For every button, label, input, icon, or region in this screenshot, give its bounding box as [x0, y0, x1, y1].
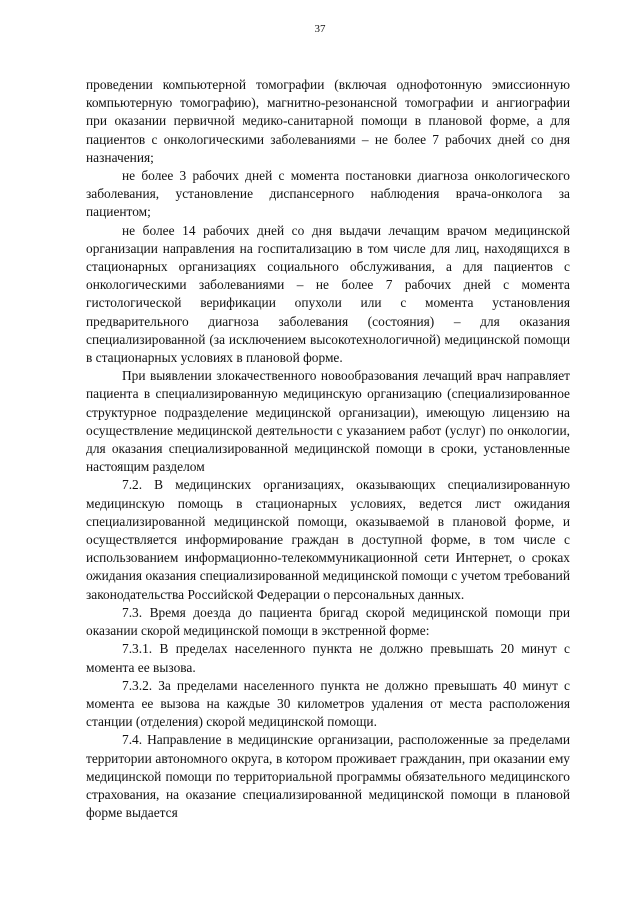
page-number: 37 — [314, 23, 326, 35]
paragraph-section-7-3: 7.3. Время доезда до пациента бригад скорой медицинской помощи при оказании скорой медицинской помощи в экстренной форме: — [86, 604, 570, 639]
paragraph-hospitalization-terms: не более 14 рабочих дней со дня выдачи лечащим врачом медицинской организации направления на госпитализацию в том числе для лиц, находящихся в стационарных организациях социального обслуживания, а для пациентов с онкологическими заболеваниями – не более 7 рабочих дней с момента гистологической верификации опухоли или с момента установления предварительного диагноза заболевания (состояния) – для оказания специализированной (за исключением высокотехнологичной) медицинской помощи в стационарных условиях в плановой форме. — [86, 222, 570, 366]
paragraph-section-7-4: 7.4. Направление в медицинские организации, расположенные за пределами территории автономного округа, в котором проживает гражданин, при оказании ему медицинской помощи по территориальной программы обязательного медицинского страхования, на оказание специализированной медицинской помощи в плановой форме выдается — [86, 732, 570, 821]
paragraph-ct-mri-waiting: проведении компьютерной томографии (включая однофотонную эмиссионную компьютерную томографию), магнитно-резонансной томографии и ангиографии при оказании первичной медико-санитарной помощи в плановой форме, а для пациентов с онкологическими заболеваниями – не более 7 рабочих дней со дня назначения; — [86, 77, 570, 165]
paragraph-section-7-3-1: 7.3.1. В пределах населенного пункта не должно превышать 20 минут с момента ее вызова. — [86, 641, 570, 675]
paragraph-oncology-followup: не более 3 рабочих дней с момента постановки диагноза онкологического заболевания, установление диспансерного наблюдения врача-онколога за пациентом; — [86, 168, 570, 220]
paragraph-section-7-2: 7.2. В медицинских организациях, оказывающих специализированную медицинскую помощь в стационарных условиях, ведется лист ожидания специализированной медицинской помощи, оказываемой в плановой форме, и осуществляется информирование граждан в доступной форме, в том числе с использованием информационно-телекоммуникационной сети Интернет, о сроках ожидания оказания специализированной медицинской помощи с учетом требований законодательства Российской Федерации о персональных данных. — [86, 477, 570, 602]
paragraph-malignancy-referral: При выявлении злокачественного новообразования лечащий врач направляет пациента в специализированную медицинскую организацию (специализированное структурное подразделение медицинской организации), имеющую лицензию на осуществление медицинской деятельности с указанием работ (услуг) по онкологии, для оказания специализированной медицинской помощи в сроки, установленные настоящим разделом — [86, 368, 570, 475]
paragraph-section-7-3-2: 7.3.2. За пределами населенного пункта не должно превышать 40 минут с момента ее вызова на каждые 30 километров удаления от места расположения станции (отделения) скорой медицинской помощи. — [86, 677, 570, 730]
document-body — [86, 76, 570, 822]
